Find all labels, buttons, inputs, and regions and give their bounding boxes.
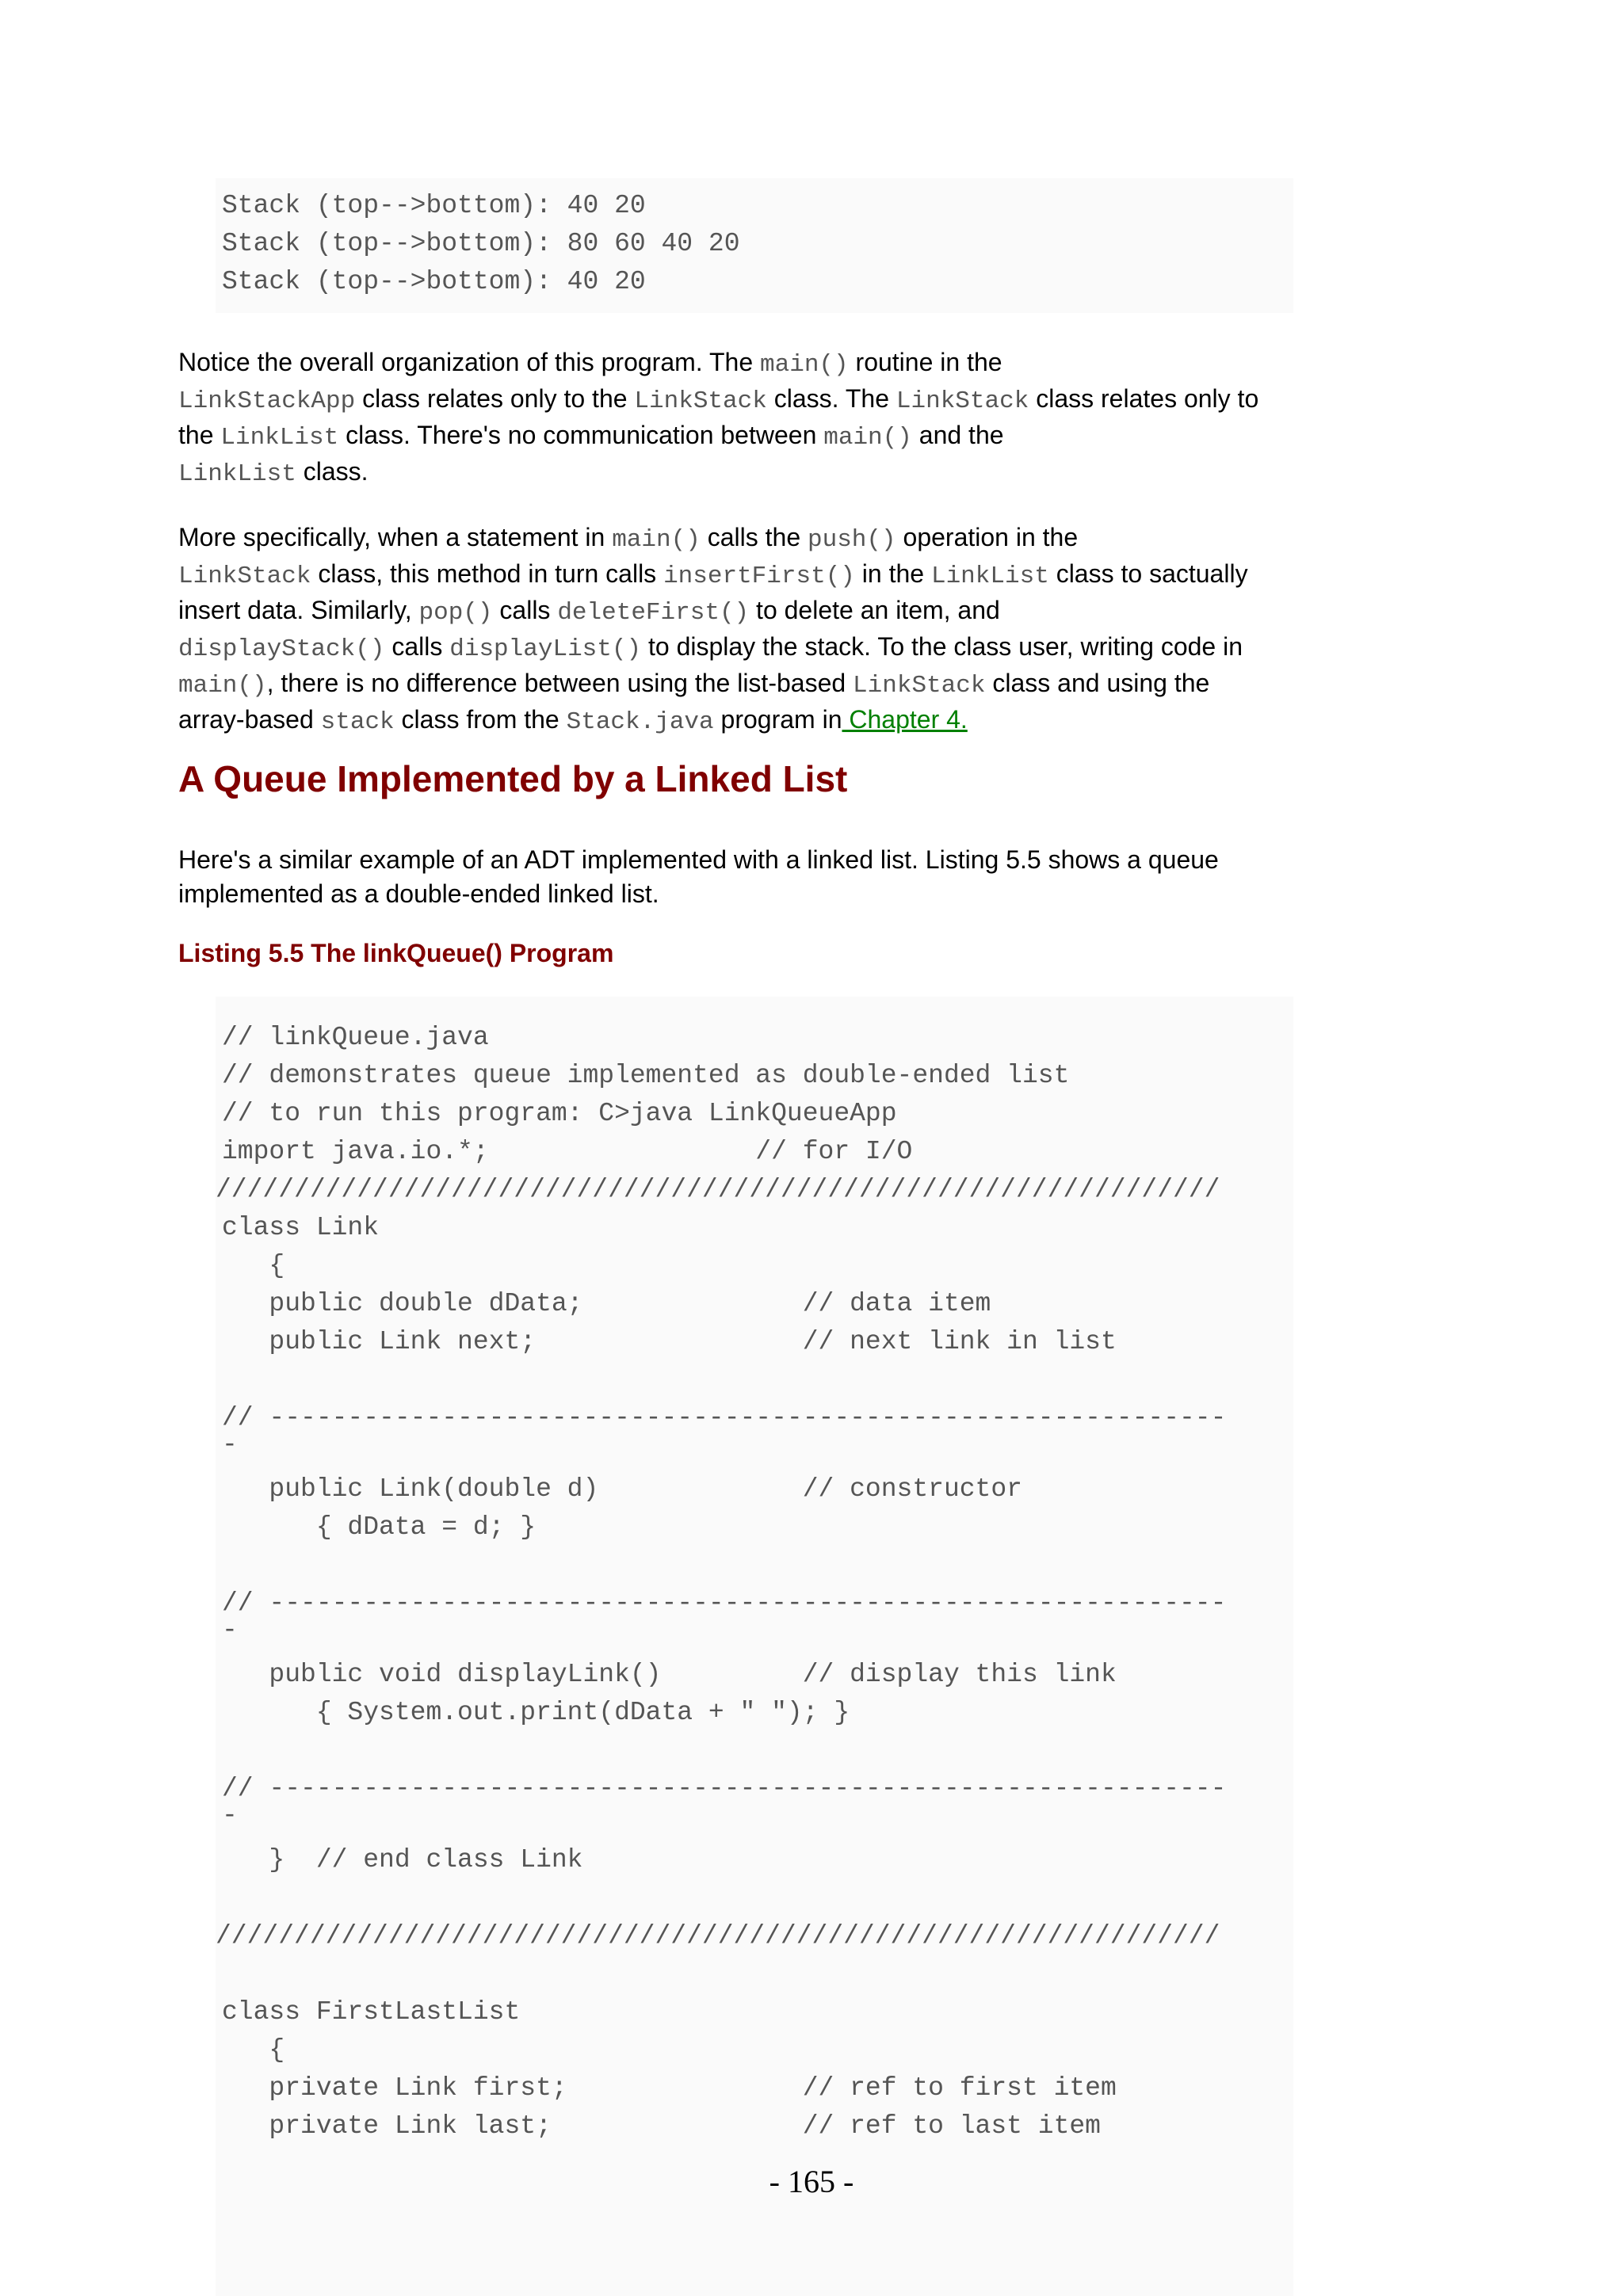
code-line: public Link next; // next link in list [222, 1327, 1117, 1356]
inline-code: displayList() [449, 635, 642, 663]
text: More specifically, when a statement in [178, 523, 613, 551]
inline-code: LinkStack [178, 563, 311, 590]
text: operation in the [896, 523, 1079, 551]
inline-code: main() [823, 424, 912, 452]
code-line: Stack (top-->bottom): 40 20 [222, 191, 646, 220]
code-line: class FirstLastList [222, 1997, 521, 2027]
code-line: public double dData; // data item [222, 1289, 991, 1318]
code-line: // demonstrates queue implemented as double-ended list [222, 1061, 1070, 1090]
paragraph-organization [178, 345, 1272, 491]
text: class relates only to the [178, 384, 1259, 449]
text: to display the stack. To the class user, writing code in [641, 632, 1243, 661]
code-line: public void displayLink() // display this link [222, 1660, 1117, 1689]
text: class. There's no communication between [338, 421, 824, 449]
code-line: class Link [222, 1213, 380, 1242]
code-line: // to run this program: C>java LinkQueueApp [222, 1099, 897, 1128]
text: to delete an item, and [749, 596, 1000, 624]
inline-code: LinkStack [896, 387, 1029, 415]
text: and the [911, 421, 1004, 449]
code-line: private Link last; // ref to last item [222, 2111, 1101, 2141]
text: class, this method in turn calls [311, 559, 664, 588]
code-line: // ------------------------------------------------------------- [222, 1589, 1227, 1618]
code-line: - [222, 1430, 238, 1459]
code-line: Stack (top-->bottom): 80 60 40 20 [222, 229, 740, 258]
inline-code: deleteFirst() [557, 599, 750, 627]
inline-code: displayStack() [178, 635, 385, 663]
inline-code: LinkList [220, 424, 339, 452]
code-line: private Link first; // ref to first item [222, 2073, 1117, 2103]
inline-code: main() [612, 526, 701, 554]
inline-code: insertFirst() [663, 563, 855, 590]
code-line: import java.io.*; // for I/O [222, 1137, 913, 1166]
code-line: { dData = d; } [222, 1512, 537, 1542]
text: class from the [394, 705, 567, 734]
text: Notice the overall organization of this program. The [178, 348, 761, 376]
section-heading: A Queue Implemented by a Linked List [178, 758, 848, 799]
listing-code-block [216, 997, 1293, 2296]
text: class. [296, 457, 369, 486]
code-line: //////////////////////////////////////////////////////////////// [216, 1175, 1220, 1204]
chapter-4-link[interactable]: Chapter 4. [842, 705, 968, 734]
code-line: } // end class Link [222, 1845, 583, 1875]
output-code-block [216, 178, 1293, 313]
code-line: // ------------------------------------------------------------- [222, 1774, 1227, 1803]
code-line: //////////////////////////////////////////////////////////////// [216, 1921, 1220, 1951]
inline-code: LinkStackApp [178, 387, 356, 415]
listing-title: Listing 5.5 The linkQueue() Program [178, 939, 614, 967]
inline-code: LinkStack [634, 387, 767, 415]
inline-code: pop() [418, 599, 493, 627]
text: in the [854, 559, 931, 588]
text: class relates only to the [355, 384, 635, 413]
paragraph-queue-intro [178, 843, 1272, 911]
code-line: { System.out.print(dData + " "); } [222, 1698, 850, 1727]
code-line: // linkQueue.java [222, 1023, 489, 1052]
text: class to sactually insert data. Similarly, [178, 559, 1248, 624]
text: calls the [700, 523, 808, 551]
paragraph-specifics [178, 521, 1272, 739]
inline-code: LinkList [930, 563, 1049, 590]
inline-code: LinkStack [853, 672, 986, 700]
inline-code: main() [760, 351, 849, 379]
inline-code: stack [320, 708, 395, 736]
code-line: - [222, 1801, 238, 1830]
inline-code: main() [178, 672, 267, 700]
text: routine in the [848, 348, 1002, 376]
code-line: // ------------------------------------------------------------- [222, 1403, 1227, 1432]
code-line: public Link(double d) // constructor [222, 1474, 1022, 1504]
inline-code: push() [808, 526, 896, 554]
text: class. The [766, 384, 896, 413]
text: , there is no difference between using the list-based [266, 669, 854, 697]
code-line: - [222, 1615, 238, 1645]
inline-code: Stack.java [566, 708, 714, 736]
page-number: - 165 - [769, 2164, 854, 2199]
text: class and using the array-based [178, 669, 1210, 734]
code-line: { [222, 2035, 285, 2065]
code-line: Stack (top-->bottom): 40 20 [222, 267, 646, 296]
text: calls [492, 596, 558, 624]
code-line: { [222, 1251, 285, 1280]
inline-code: LinkList [178, 460, 296, 488]
text: calls [384, 632, 450, 661]
text: program in [713, 705, 842, 734]
text: Here's a similar example of an ADT implemented with a linked list. Listing 5.5 shows a queue implemented as a double-ended linked list. [178, 845, 1219, 908]
